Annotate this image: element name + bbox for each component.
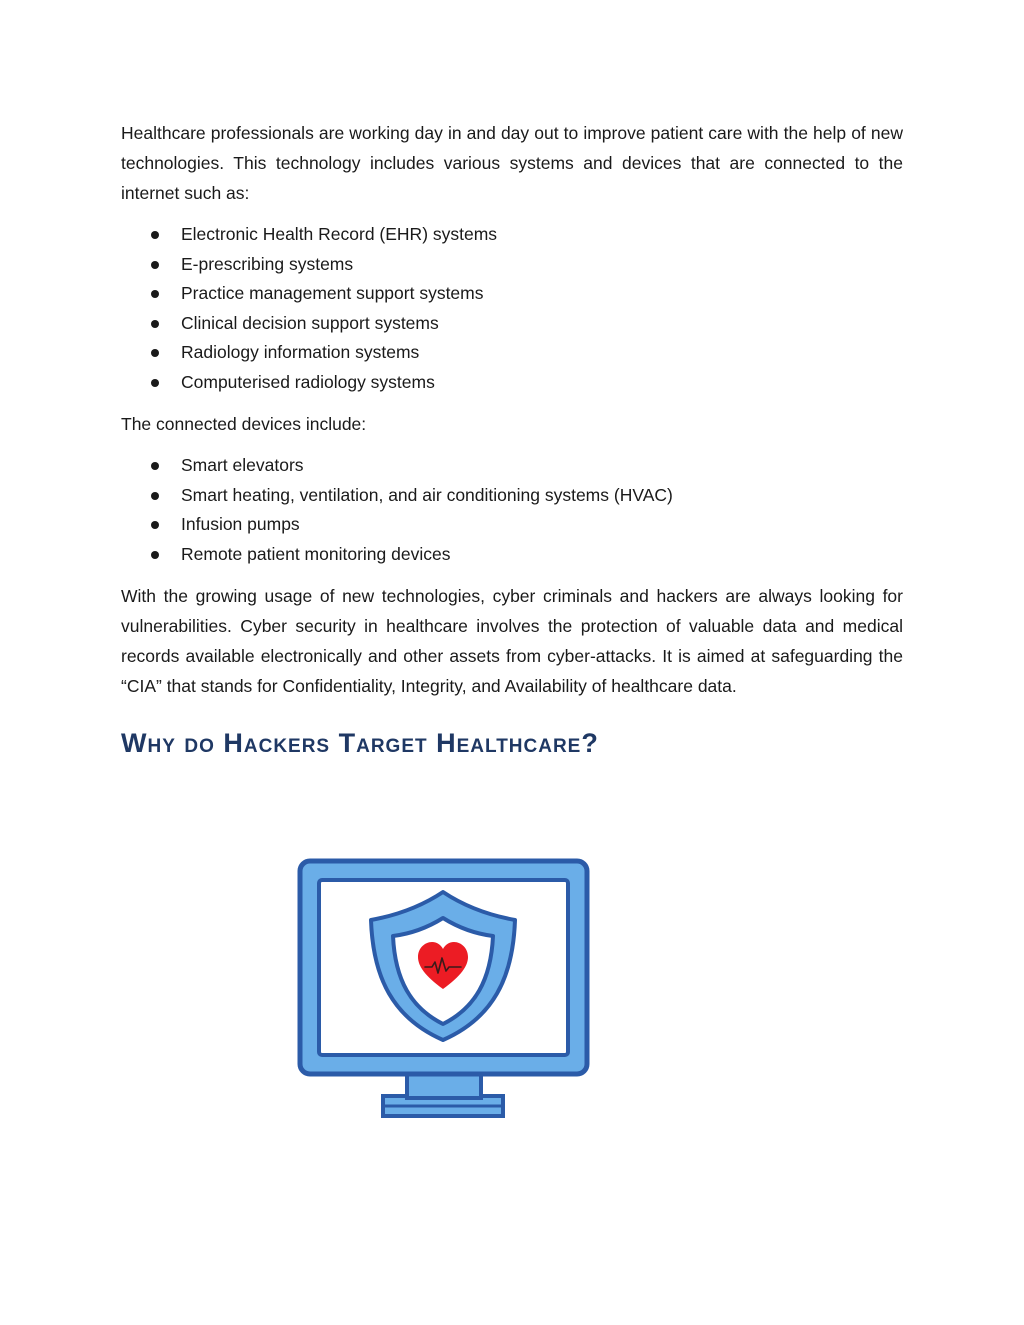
- list-item-label: Radiology information systems: [181, 342, 420, 362]
- list-item-label: E-prescribing systems: [181, 253, 354, 274]
- list-item-label: Remote patient monitoring devices: [181, 543, 451, 564]
- list-item: [151, 250, 903, 280]
- list-item-label: Practice management support systems: [181, 283, 484, 303]
- list-item: [151, 481, 903, 511]
- bullet-icon: [151, 290, 159, 298]
- list-item: [151, 368, 903, 398]
- list-item: [151, 510, 903, 540]
- devices-lead: The connected devices include:: [121, 414, 367, 434]
- bullet-icon: [151, 349, 159, 357]
- document-page: [121, 118, 903, 763]
- bullet-icon: [151, 231, 159, 239]
- monitor-shield-heart-icon: [297, 858, 591, 1120]
- bullet-icon: [151, 551, 159, 559]
- devices-list: [121, 451, 903, 569]
- bullet-icon: [151, 521, 159, 529]
- list-item: [151, 338, 903, 368]
- list-item: [151, 309, 903, 339]
- list-item-label: Infusion pumps: [181, 514, 300, 534]
- list-item-label: Electronic Health Record (EHR) systems: [181, 224, 498, 244]
- list-item: [151, 279, 903, 309]
- list-item: [151, 540, 903, 570]
- list-item-label: Clinical decision support systems: [181, 312, 439, 333]
- bullet-icon: [151, 261, 159, 269]
- list-item: [151, 451, 903, 481]
- bullet-icon: [151, 492, 159, 500]
- systems-list: [121, 220, 903, 397]
- list-item-label: Smart heating, ventilation, and air conditioning systems (HVAC): [181, 484, 673, 505]
- list-item-label: Smart elevators: [181, 455, 304, 475]
- list-item-label: Computerised radiology systems: [181, 371, 435, 392]
- section-heading: Why do Hackers Target Healthcare?: [121, 728, 599, 758]
- bullet-icon: [151, 320, 159, 328]
- bullet-icon: [151, 462, 159, 470]
- intro-paragraph: Healthcare professionals are working day in and day out to improve patient care with the help of new technologies. This technology includes various systems and devices that are connected to the internet such as:: [121, 123, 903, 203]
- security-paragraph: With the growing usage of new technologies, cyber criminals and hackers are always looking for vulnerabilities. Cyber security in healthcare involves the protection of valuable data and medical records available electronically and other assets from cyber-attacks. It is aimed at safeguarding the “CIA” that stands for Confidentiality, Integrity, and Availability of healthcare data.: [121, 586, 903, 696]
- list-item: [151, 220, 903, 250]
- bullet-icon: [151, 379, 159, 387]
